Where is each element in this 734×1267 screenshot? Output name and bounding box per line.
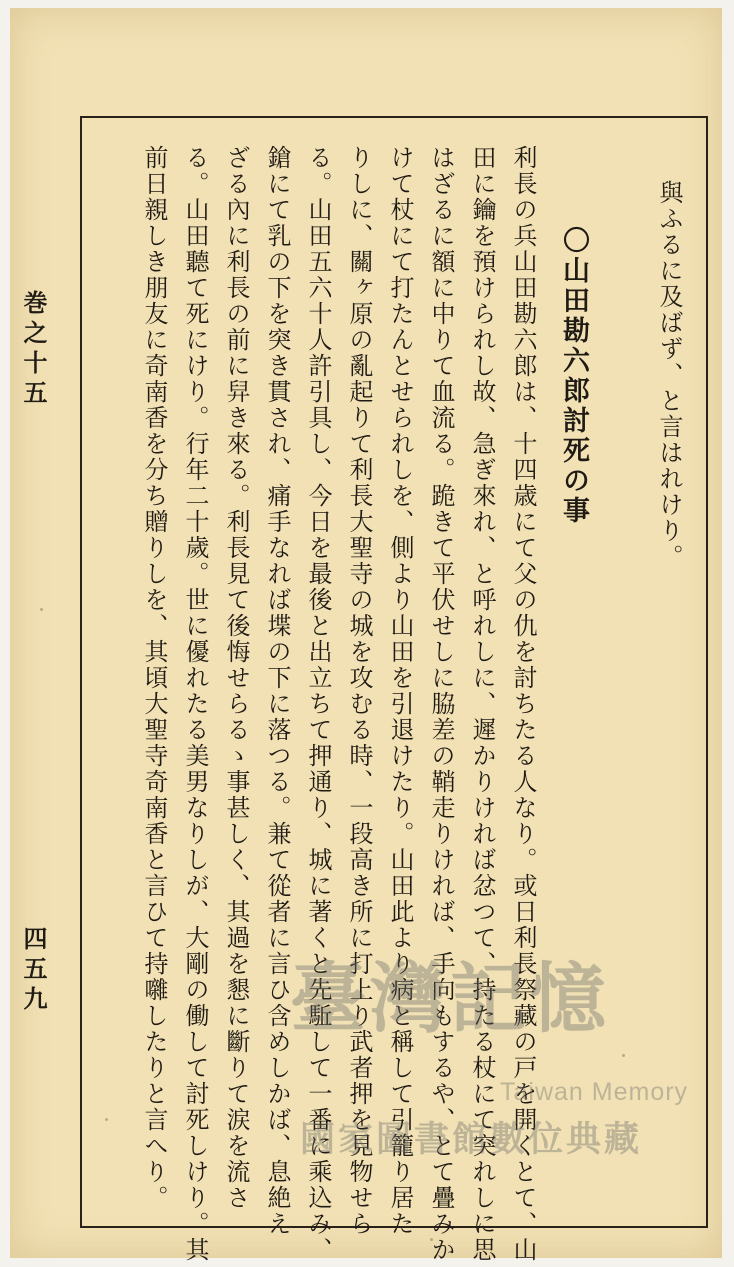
text-column-7: る。山田五六十人許引具し、今日を最後と出立ちて押通り、城に著くと先駈して一番に乘込み、 xyxy=(304,145,332,1263)
text-column-10: る。山田聽て死にけり。行年二十歲。世に優れたる美男なりしが、大剛の働して討死しけり。其 xyxy=(181,145,209,1263)
volume-label: 巻之十五 xyxy=(19,290,48,410)
text-column-11: 前日親しき朋友に奇南香を分ち贈りしを、其頃大聖寺奇南香と言ひて持囃したりと言へり。 xyxy=(140,145,168,1211)
text-column-2: 利長の兵山田勘六郎は、十四歳にて父の仇を討ちたる人なり。或日利長祭藏の戸を開くとて、山 xyxy=(509,145,537,1263)
page-number: 四五九 xyxy=(19,926,48,1016)
section-title: 〇山田勘六郎討死の事 xyxy=(558,226,589,526)
book-page xyxy=(10,8,722,1263)
text-frame xyxy=(80,116,708,1263)
text-column-3: 田に鑰を預けられし故、急ぎ來れ、と呼れしに、遲かりければ忿つて、持たる杖にて突れしに思 xyxy=(468,145,496,1263)
text-column-8: 鎗にて乳の下を突き貫され、痛手なれば堞の下に落つる。兼て從者に言ひ含めしかば、息絶え xyxy=(263,145,291,1237)
text-column-6: りしに、關ヶ原の亂起りて利長大聖寺の城を攻むる時、一段高き所に打上り武者押を見物せら xyxy=(345,145,373,1237)
watermark-title: 臺灣記憶 xyxy=(290,954,610,1043)
text-column-4: はざるに額に中りて血流る。跪きて平伏せしに脇差の鞘走りければ、手向もするや、とて疊みか xyxy=(427,145,455,1263)
watermark-subtitle-en: Taiwan Memory xyxy=(500,1078,689,1106)
watermark-subtitle: 國家圖書館數位典藏 xyxy=(300,1119,643,1160)
text-column-1: 與ふるに及ばず、と言はれけり。 xyxy=(655,180,683,570)
text-column-5: けて杖にて打たんとせられしを、側より山田を引退けたり。山田此より病と稱して引籠り居た xyxy=(386,145,414,1237)
text-column-9: ざる內に利長の前に舁き來る。利長見て後悔せらるゝ事甚しく、其過を懇に斷りて涙を流さ xyxy=(222,145,250,1211)
